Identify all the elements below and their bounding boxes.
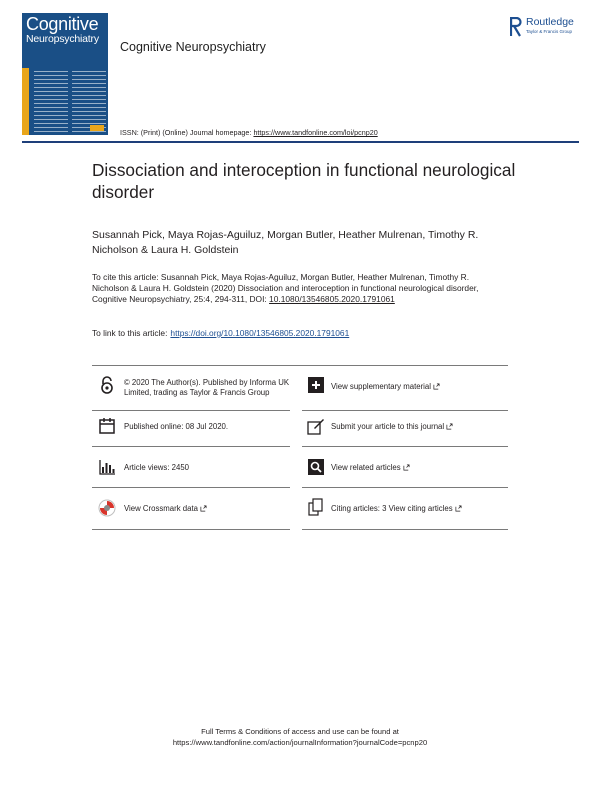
terms-footer (0, 727, 600, 748)
info-grid-rule-left-3 (92, 487, 290, 488)
external-link-icon (403, 464, 410, 471)
article-doi-link[interactable]: https://doi.org/10.1080/13546805.2020.1791061 (170, 328, 350, 338)
external-link-icon (446, 423, 453, 430)
terms-line: Full Terms & Conditions of access and use can be found at (201, 727, 399, 736)
supplementary-material-link[interactable] (331, 382, 440, 392)
related-articles-icon (307, 458, 325, 476)
crossmark-link[interactable] (124, 504, 207, 514)
citation-label: To cite this article: (92, 272, 159, 282)
external-link-icon (455, 505, 462, 512)
info-grid-rule-right-1 (302, 410, 508, 411)
publisher-name: Routledge (526, 16, 574, 28)
journal-cover-image (22, 13, 108, 135)
routledge-logo-icon (510, 17, 522, 37)
calendar-icon (98, 417, 116, 435)
issn-line (120, 128, 378, 137)
citation-text: Susannah Pick, Maya Rojas-Aguiluz, Morgan Butler, Heather Mulrenan, Timothy R. Nicholson & Laura H. Goldstein (2020) Dissociation and interoception in functional neurological disorder, Cognitive Neuropsychiatry, 25:4, 294-311, DOI: (92, 272, 479, 304)
citing-articles-link[interactable] (331, 504, 462, 514)
submit-article-pencil-icon (307, 417, 325, 435)
citation-doi-link[interactable]: 10.1080/13546805.2020.1791061 (269, 293, 395, 304)
external-link-icon (433, 383, 440, 390)
citing-articles-label: Citing articles: 3 View citing articles (331, 504, 453, 513)
bar-chart-icon (98, 458, 116, 476)
article-link-line (92, 328, 349, 338)
publisher-tagline: Taylor & Francis Group (526, 29, 573, 34)
cover-text-column-left (34, 71, 68, 135)
article-link-label: To link to this article: (92, 328, 168, 338)
supplementary-material-label: View supplementary material (331, 382, 431, 391)
info-grid-rule-right-3 (302, 487, 508, 488)
article-authors: Susannah Pick, Maya Rojas-Aguiluz, Morgan Butler, Heather Mulrenan, Timothy R. Nicholson & Laura H. Goldstein (92, 229, 479, 256)
cover-accent-bar (22, 68, 29, 135)
crossmark-icon (98, 499, 116, 517)
published-date: Published online: 08 Jul 2020. (124, 422, 229, 431)
header-divider (22, 141, 579, 143)
citing-articles-icon (307, 498, 325, 516)
external-link-icon (200, 505, 207, 512)
info-grid-rule-left-1 (92, 410, 290, 411)
article-views: Article views: 2450 (124, 463, 190, 472)
submit-article-label: Submit your article to this journal (331, 422, 445, 431)
submit-article-link[interactable] (331, 422, 453, 432)
cover-title: Cognitive (26, 14, 99, 34)
license-text: © 2020 The Author(s). Published by Informa UK Limited, trading as Taylor & Francis Group (124, 378, 290, 397)
journal-homepage-link[interactable]: https://www.tandfonline.com/loi/pcnp20 (253, 128, 378, 137)
related-articles-label: View related articles (331, 463, 401, 472)
info-grid-top-rule (92, 365, 508, 366)
info-grid-rule-right-4 (302, 529, 508, 530)
journal-name: Cognitive Neuropsychiatry (120, 40, 266, 54)
info-grid-rule-left-4 (92, 529, 290, 530)
citation-block (92, 272, 492, 304)
issn-prefix: ISSN: (Print) (Online) Journal homepage: (120, 128, 252, 137)
article-title: Dissociation and interoception in functional neurological disorder (92, 160, 516, 202)
related-articles-link[interactable] (331, 463, 410, 473)
terms-url-link[interactable]: https://www.tandfonline.com/action/journalInformation?journalCode=pcnp20 (172, 737, 428, 747)
info-grid-rule-right-2 (302, 446, 508, 447)
info-grid-rule-left-2 (92, 446, 290, 447)
cover-subtitle: Neuropsychiatry (26, 33, 99, 45)
open-access-lock-icon (98, 376, 116, 394)
supplementary-material-icon (307, 376, 325, 394)
cover-publisher-logo (90, 125, 104, 131)
crossmark-label: View Crossmark data (124, 504, 198, 513)
